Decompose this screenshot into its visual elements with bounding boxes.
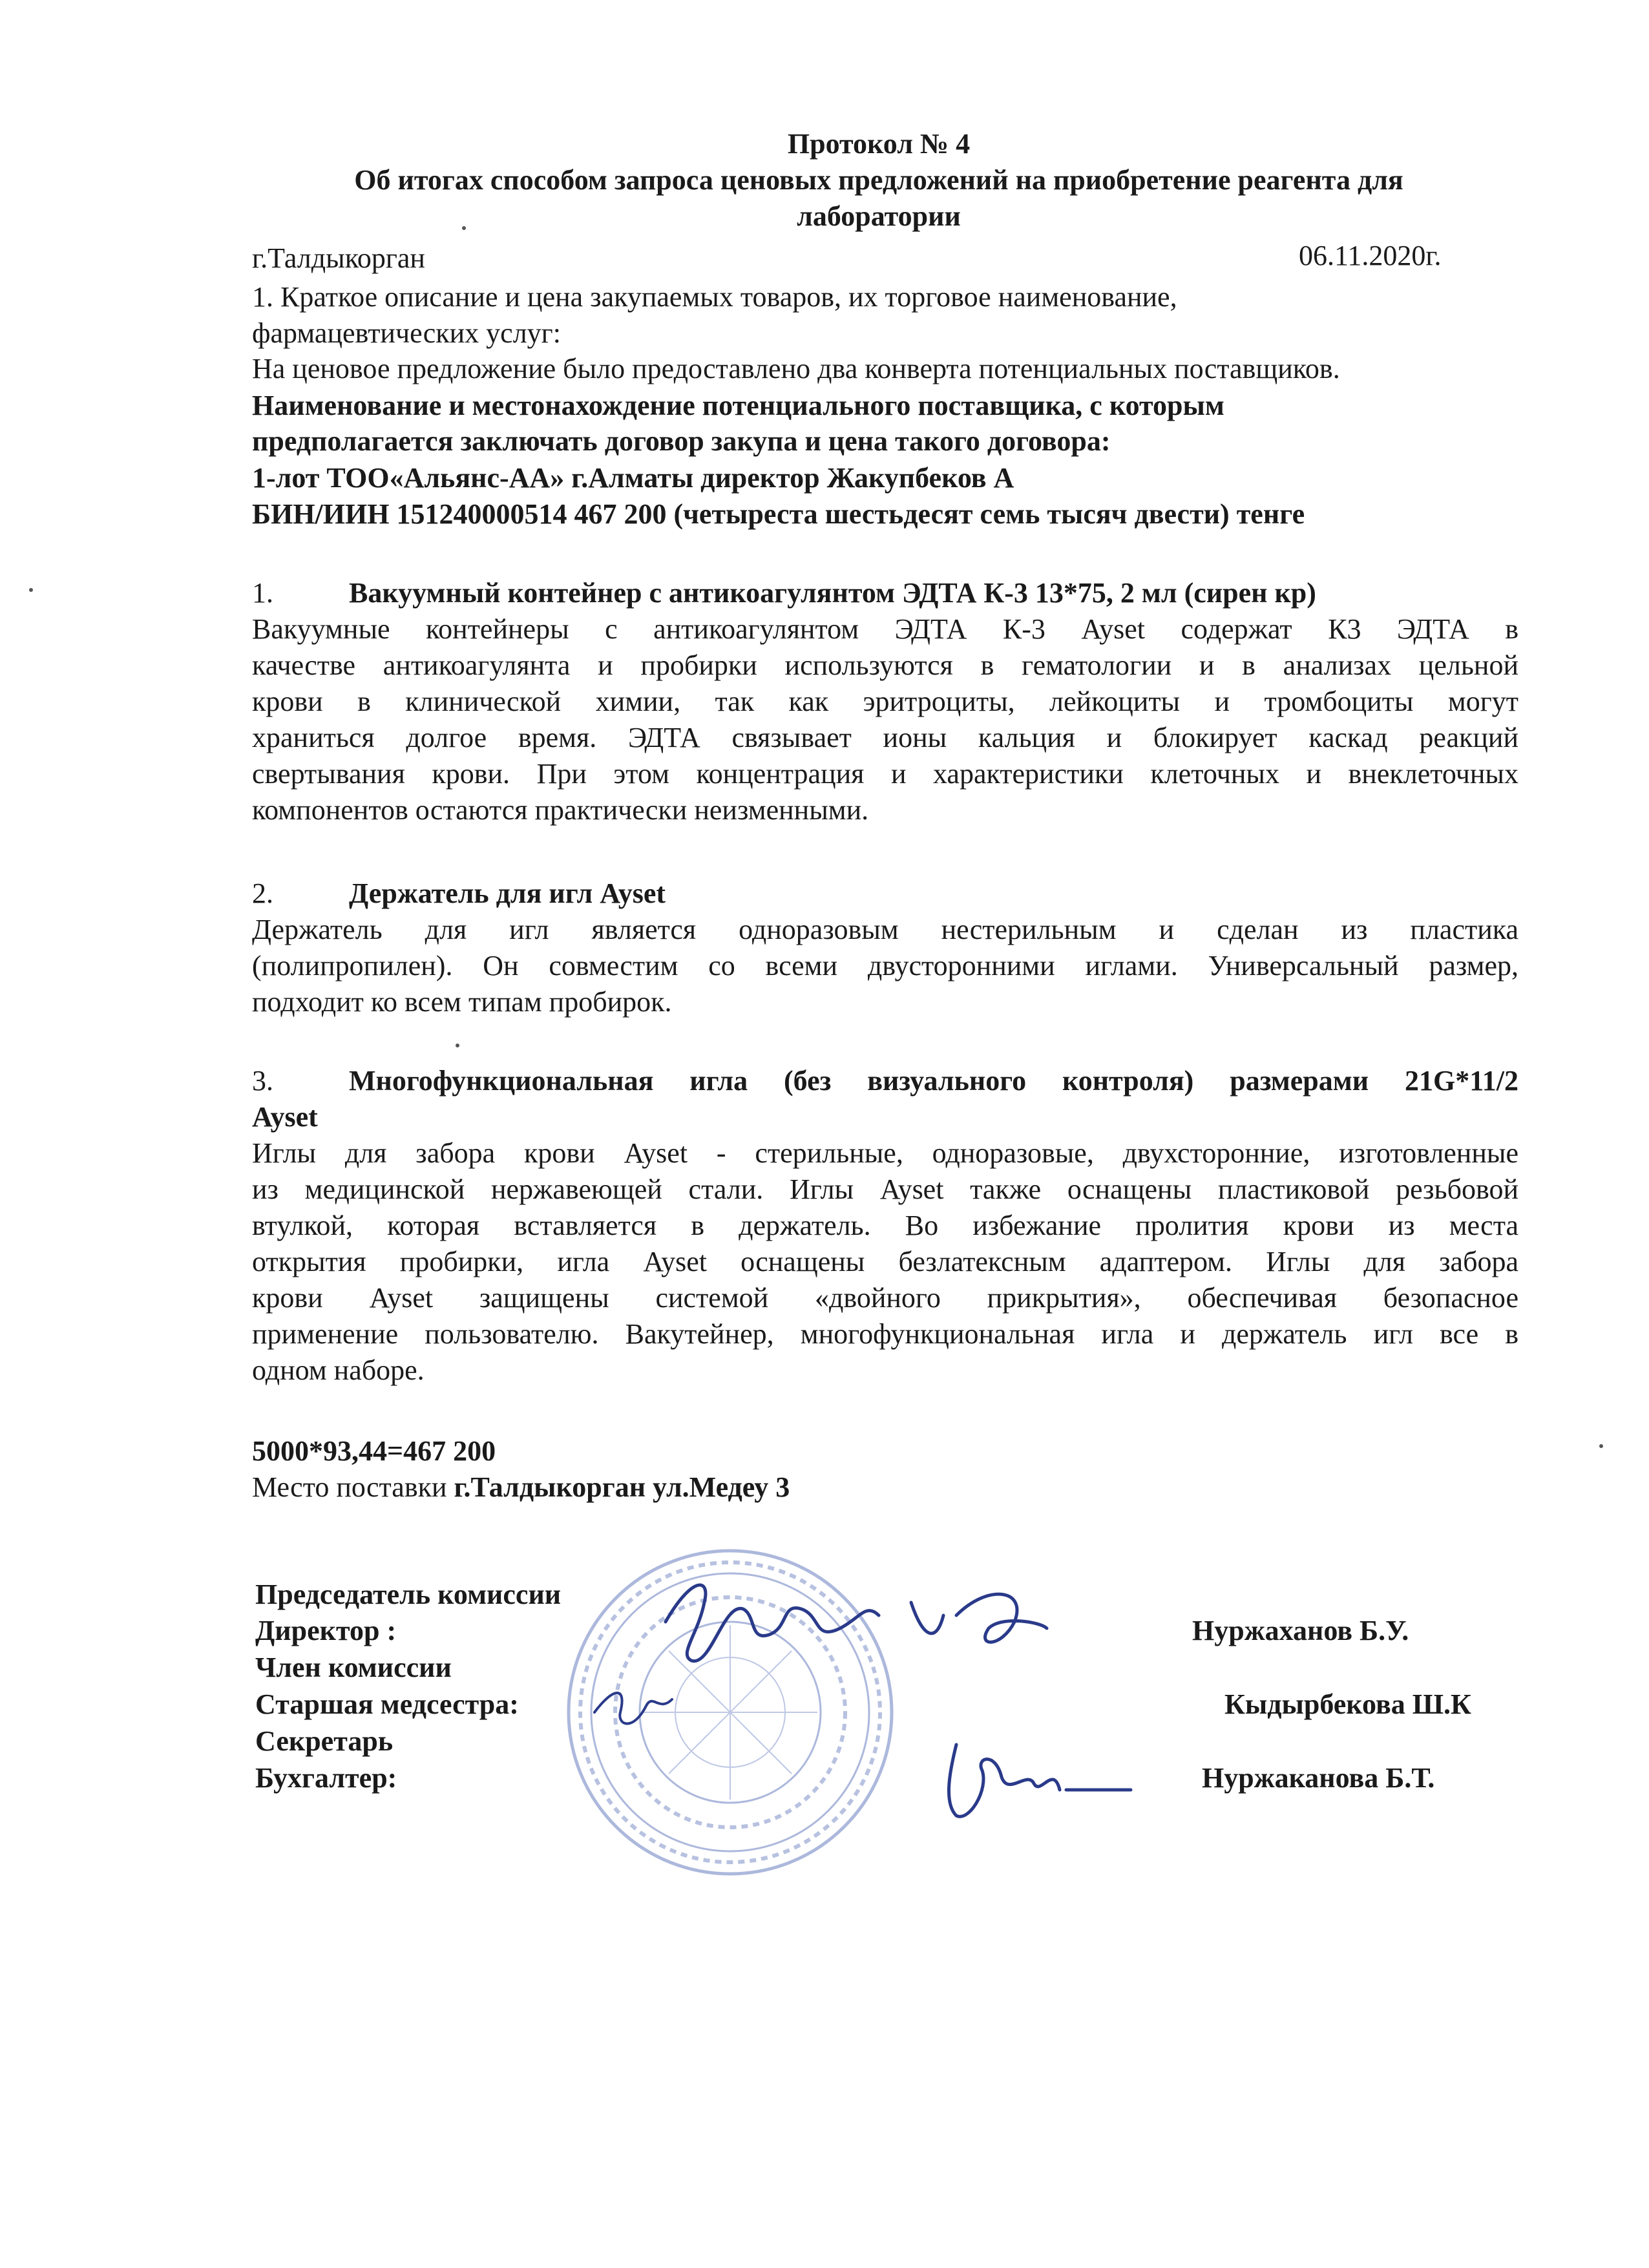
item-number: 2. [252,877,273,909]
item1-description-line1: 1. Краткое описание и цена закупаемых товаров, их торговое наименование, [252,281,1177,313]
protocol-title: Протокол № 4 [787,128,971,160]
nurse-signature [588,1674,691,1745]
item-description [252,912,1518,1020]
item-description-line: крови в клинической химии, так как эритроциты, лейкоциты и тромбоциты могут [252,686,1518,717]
item-description-line: подходит ко всем типам пробирок. [252,986,672,1018]
nurse-label: Старшая медсестра: [255,1688,519,1720]
scan-speck [462,226,466,230]
secretary-label: Секретарь [255,1725,394,1757]
item-description [252,1135,1518,1389]
item-description-line: качестве антикоагулянта и пробирки используются в гематологии и в анализах цельной [252,649,1518,681]
item-description-line: свертывания крови. При этом концентрация и характеристики клеточных и внеклеточных [252,758,1518,790]
member-label: Член комиссии [255,1652,452,1683]
date: 06.11.2020г. [1299,240,1442,271]
item-description-line: (полипропилен). Он совместим со всеми двусторонними иглами. Универсальный размер, [252,950,1518,982]
item-description-line: из медицинской нержавеющей стали. Иглы Ayset также оснащены пластиковой резьбовой [252,1173,1518,1205]
item1-description-line2: фармацевтических услуг: [252,317,561,349]
item-number: 1. [252,577,273,609]
protocol-subtitle-line2: лаборатории [797,200,961,232]
protocol-subtitle-line1: Об итогах способом запроса ценовых предложений на приобретение реагента для [354,164,1403,196]
lot-line: 1-лот ТОО«Альянс-АА» г.Алматы директор Жакупбеков А [252,462,1014,494]
item-description-line: Иглы для забора крови Ayset - стерильные, одноразовые, двухсторонние, изготовленные [252,1137,1518,1169]
item-heading [252,575,1316,611]
accountant-label: Бухгалтер: [255,1762,397,1794]
chairman-signature [653,1564,1053,1674]
item-description-line: применение пользователю. Вакутейнер, многофункциональная игла и держатель игл все в [252,1318,1518,1350]
item-number: 3. [252,1065,273,1097]
item-description-line: крови Ayset защищены системой «двойного прикрытия», обеспечивая безопасное [252,1282,1518,1314]
total-calculation: 5000*93,44=467 200 [252,1435,496,1467]
city: г.Талдыкорган [252,242,425,274]
delivery-label: Место поставки [252,1471,454,1503]
scan-speck [456,1044,459,1047]
item-title-cont: Ayset [252,1101,318,1133]
item-description-line: Вакуумные контейнеры с антикоагулянтом ЭДТА К-3 Ayset содержат К3 ЭДТА в [252,613,1518,645]
supplier-heading-line2: предполагается заключать договор закупа и цена такого договора: [252,425,1111,457]
envelopes-text: На ценовое предложение было предоставлено два конверта потенциальных поставщиков. [252,353,1340,384]
item-description [252,611,1518,828]
item-description-line: храниться долгое время. ЭДТА связывает ионы кальция и блокирует каскад реакций [252,722,1518,753]
accountant-signature [937,1732,1144,1829]
item-title: Держатель для игл Ayset [349,877,666,909]
item-title [252,1063,1518,1099]
delivery-line [252,1469,790,1506]
nurse-name: Кыдырбекова Ш.К [1224,1688,1471,1720]
supplier-heading-line1: Наименование и местонахождение потенциального поставщика, с которым [252,390,1224,421]
delivery-address: г.Талдыкорган ул.Медеу 3 [454,1471,790,1503]
item-description-line: одном наборе. [252,1354,425,1386]
item-title: Вакуумный контейнер с антикоагулянтом ЭДТА К-3 13*75, 2 мл (сирен кр) [349,577,1316,609]
bin-line: БИН/ИИН 151240000514 467 200 (четыреста шестьдесят семь тысяч двести) тенге [252,498,1305,530]
chairman-label: Председатель комиссии [255,1579,562,1610]
scan-speck [1599,1444,1603,1448]
item-heading [252,876,666,912]
item-description-line: втулкой, которая вставляется в держатель. Во избежание пролития крови из места [252,1210,1518,1241]
item-heading [252,1063,1518,1135]
item-title-text: Многофункциональная игла (без визуального контроля) размерами 21G*11/2 [349,1065,1518,1097]
item-description-line: компонентов остаются практически неизменными. [252,794,869,826]
accountant-name: Нуржаканова Б.Т. [1202,1762,1435,1794]
item-description-line: Держатель для игл является одноразовым нестерильным и сделан из пластика [252,914,1518,945]
item-description-line: открытия пробирки, игла Ayset оснащены безлатексным адаптером. Иглы для забора [252,1246,1518,1277]
director-label: Директор : [255,1615,397,1646]
director-name: Нуржаханов Б.У. [1192,1615,1409,1646]
scan-speck [29,588,33,592]
